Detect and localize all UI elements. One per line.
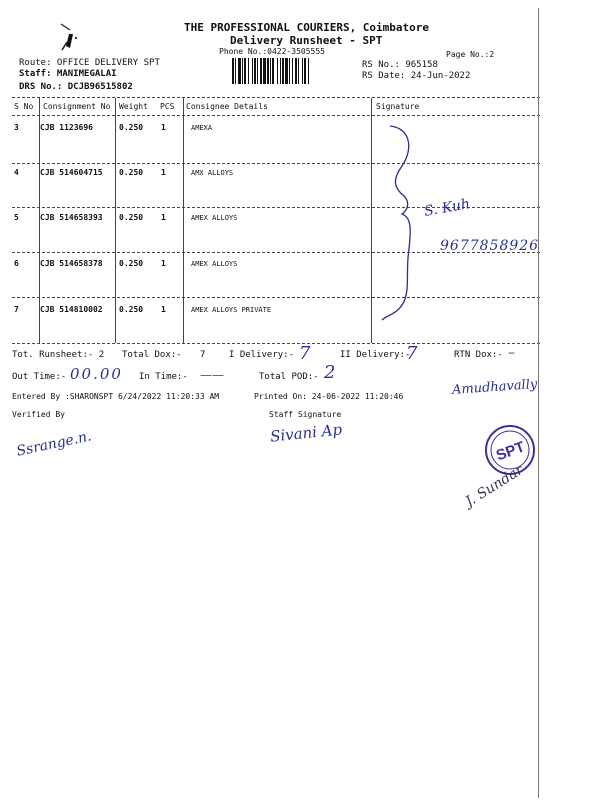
barcode-bar bbox=[260, 58, 262, 84]
total-pod-label: Total POD:- bbox=[259, 372, 319, 382]
staff-signature-label: Staff Signature bbox=[269, 410, 342, 419]
row-pcs: 1 bbox=[161, 123, 166, 132]
row-pcs: 1 bbox=[161, 168, 166, 177]
barcode-bar bbox=[298, 58, 299, 84]
row-weight: 0.250 bbox=[119, 123, 144, 132]
barcode-bar bbox=[289, 58, 290, 84]
verified-by-label: Verified By bbox=[12, 410, 65, 419]
barcode-bar bbox=[254, 58, 256, 84]
row-consignment: CJB 514604715 bbox=[40, 168, 103, 177]
row-consignee: AMX ALLOYS bbox=[191, 169, 234, 177]
lower-signature: J. Sundar bbox=[462, 461, 527, 511]
right-note-signature: Amudhavally bbox=[451, 377, 538, 398]
staff-label: Staff: MANIMEGALAI bbox=[19, 69, 117, 79]
tot-runsheet: Tot. Runsheet:- 2 bbox=[12, 350, 105, 360]
phone-number: Phone No.:0422-3505555 bbox=[219, 47, 325, 56]
row-consignment: CJB 514810002 bbox=[40, 305, 103, 314]
barcode-bar bbox=[232, 58, 234, 84]
barcode-bar bbox=[252, 58, 253, 84]
row-pcs: 1 bbox=[161, 305, 166, 314]
entered-by: Entered By :SHARONSPT 6/24/2022 11:20:33 AM bbox=[12, 392, 220, 401]
column-divider bbox=[183, 98, 184, 343]
page-number: Page No.:2 bbox=[446, 50, 495, 59]
row-weight: 0.250 bbox=[119, 305, 144, 314]
barcode-bar bbox=[257, 58, 258, 84]
document-title: Delivery Runsheet - SPT bbox=[230, 34, 383, 47]
header-consignment: Consignment No bbox=[43, 102, 111, 111]
in-time-label: In Time:- bbox=[139, 372, 188, 382]
in-time-value: —— bbox=[200, 368, 224, 382]
row-sno: 3 bbox=[14, 123, 19, 132]
header-weight: Weight bbox=[119, 102, 148, 111]
staff-signature: Sivani Ap bbox=[269, 420, 343, 446]
out-time-value: 00.00 bbox=[70, 365, 123, 383]
row-sno: 4 bbox=[14, 168, 19, 177]
row-sno: 5 bbox=[14, 213, 19, 222]
company-name: THE PROFESSIONAL COURIERS, Coimbatore bbox=[184, 21, 430, 34]
i-delivery-value: 7 bbox=[299, 343, 311, 364]
barcode-bar bbox=[282, 58, 284, 84]
table-top-line bbox=[12, 97, 540, 98]
barcode-bar bbox=[272, 58, 274, 84]
barcode-bar bbox=[242, 58, 243, 84]
rtn-dox-value: – bbox=[508, 345, 515, 361]
barcode-bar bbox=[248, 58, 249, 84]
column-divider bbox=[115, 98, 116, 343]
route-label: Route: OFFICE DELIVERY SPT bbox=[19, 58, 160, 68]
header-pcs: PCS bbox=[160, 102, 175, 111]
page-edge-line bbox=[538, 8, 539, 798]
row-divider bbox=[12, 297, 540, 298]
barcode-bar bbox=[270, 58, 271, 84]
barcode-bar bbox=[235, 58, 236, 84]
barcode-bar bbox=[308, 58, 309, 84]
row-sno: 7 bbox=[14, 305, 19, 314]
receiver-phone: 9677858926 bbox=[440, 238, 540, 254]
total-dox-value: 7 bbox=[200, 350, 206, 360]
row-consignment: CJB 1123696 bbox=[40, 123, 93, 132]
rtn-dox-label: RTN Dox:- bbox=[454, 350, 503, 360]
row-consignee: AMEX ALLOYS bbox=[191, 260, 238, 268]
stamp-text: SPT bbox=[493, 438, 528, 465]
i-delivery-label: I Delivery:- bbox=[229, 350, 295, 360]
header-consignee: Consignee Details bbox=[186, 102, 268, 111]
header-signature: Signature bbox=[376, 102, 420, 111]
barcode-bar bbox=[267, 58, 269, 84]
barcode-bar bbox=[280, 58, 281, 84]
total-pod-value: 2 bbox=[324, 362, 336, 383]
row-pcs: 1 bbox=[161, 259, 166, 268]
barcode-bar bbox=[238, 58, 241, 84]
row-pcs: 1 bbox=[161, 213, 166, 222]
barcode-bar bbox=[304, 58, 306, 84]
row-consignment: CJB 514658378 bbox=[40, 259, 103, 268]
header-sno: S No bbox=[14, 102, 34, 111]
row-divider bbox=[12, 163, 540, 164]
verifier-signature: Ssrange.n. bbox=[15, 428, 93, 460]
barcode bbox=[230, 58, 350, 84]
barcode-bar bbox=[292, 58, 293, 84]
signature-brace bbox=[380, 118, 440, 328]
row-consignee: AMEXA bbox=[191, 124, 213, 132]
total-dox-label: Total Dox:- bbox=[122, 350, 182, 360]
row-weight: 0.250 bbox=[119, 213, 144, 222]
printed-on: Printed On: 24-06-2022 11:20:46 bbox=[254, 392, 404, 401]
row-consignee: AMEX ALLOYS PRIVATE bbox=[191, 306, 272, 314]
rs-date: RS Date: 24-Jun-2022 bbox=[362, 71, 471, 81]
column-divider bbox=[371, 98, 372, 343]
barcode-bar bbox=[277, 58, 278, 84]
ii-delivery-label: II Delivery:- bbox=[340, 350, 411, 360]
row-consignee: AMEX ALLOYS bbox=[191, 214, 238, 222]
rs-number: RS No.: 965158 bbox=[362, 60, 438, 70]
out-time-label: Out Time:- bbox=[12, 372, 67, 382]
row-sno: 6 bbox=[14, 259, 19, 268]
barcode-bar bbox=[295, 58, 297, 84]
company-logo bbox=[56, 20, 86, 54]
table-bottom-line bbox=[12, 343, 540, 344]
receiver-signature: S. Kuh bbox=[422, 196, 472, 220]
ii-delivery-value: 7 bbox=[406, 343, 418, 364]
row-weight: 0.250 bbox=[119, 259, 144, 268]
drs-number: DRS No.: DCJB96515802 bbox=[19, 82, 133, 92]
barcode-bar bbox=[263, 58, 266, 84]
row-weight: 0.250 bbox=[119, 168, 144, 177]
row-consignment: CJB 514658393 bbox=[40, 213, 103, 222]
barcode-bar bbox=[285, 58, 288, 84]
barcode-bar bbox=[244, 58, 246, 84]
table-header-line bbox=[12, 115, 540, 116]
barcode-bar bbox=[302, 58, 303, 84]
